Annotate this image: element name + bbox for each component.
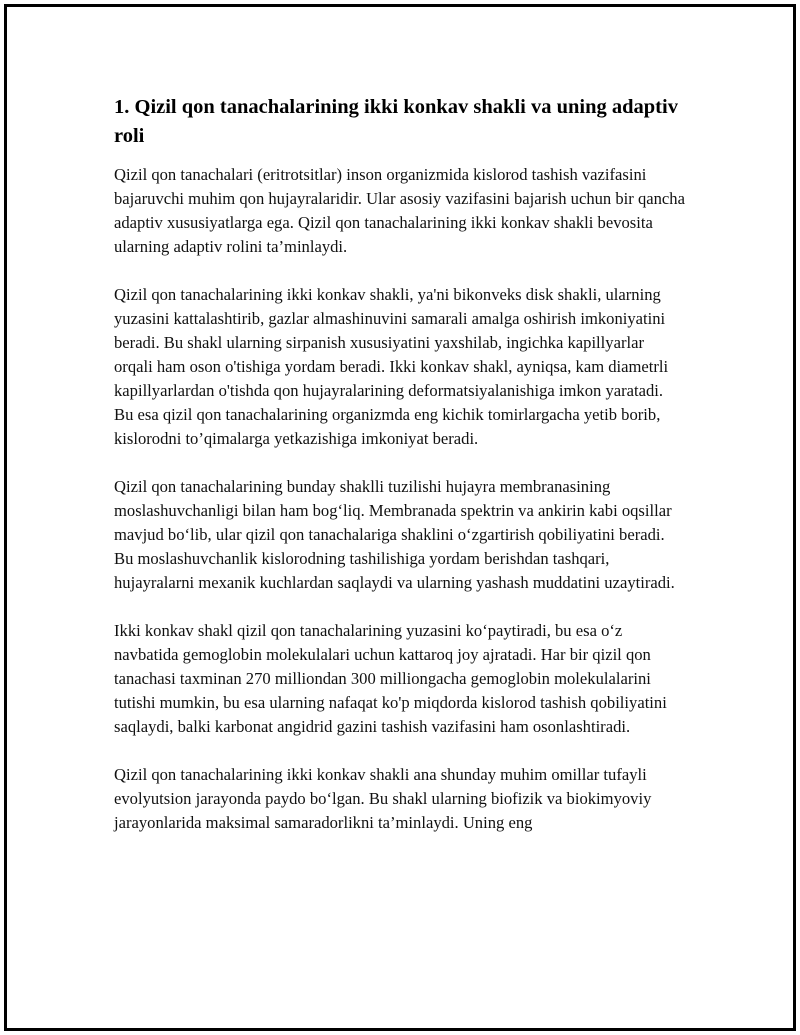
paragraph-5: Qizil qon tanachalarining ikki konkav shakli ana shunday muhim omillar tufayli evolyutsion jarayonda paydo bo‘lgan. Bu shakl ularning biofizik va biokimyoviy jarayonlarida maksimal samaradorlikni ta’minlaydi. Uning eng — [114, 765, 652, 832]
paragraph-3: Qizil qon tanachalarining bunday shaklli tuzilishi hujayra membranasining moslashuvchanligi bilan ham bog‘liq. Membranada spektrin va ankirin kabi oqsillar mavjud bo‘lib, ular qizil qon tanachalariga shaklini o‘zgartirish qobiliyatini beradi. Bu moslashuvchanlik kislorodning tashilishiga yordam berishdan tashqari, hujayralarni mexanik kuchlardan saqlaydi va ularning yashash muddatini uzaytiradi. — [114, 477, 675, 592]
paragraph-4: Ikki konkav shakl qizil qon tanachalarining yuzasini ko‘paytiradi, bu esa o‘z navbatida gemoglobin molekulalari uchun kattaroq joy ajratadi. Har bir qizil qon tanachasi taxminan 270 milliondan 300 milliongacha gemoglobin molekulalarini tutishi mumkin, bu esa ularning nafaqat ko'p miqdorda kislorod tashish qobiliyatini saqlaydi, balki karbonat angidrid gazini tashish vazifasini ham osonlashtiradi. — [114, 621, 667, 736]
section-heading: 1. Qizil qon tanachalarining ikki konkav shakli va uning adaptiv roli — [114, 96, 678, 147]
paragraph-2: Qizil qon tanachalarining ikki konkav shakli, ya'ni bikonveks disk shakli, ularning yuzasini kattalashtirib, gazlar almashinuvini samarali amalga oshirish imkoniyatini beradi. Bu shakl ularning sirpanish xususiyatini yaxshilab, ingichka kapillyarlar orqali ham oson o'tishiga yordam beradi. Ikki konkav shakl, ayniqsa, kam diametrli kapillyarlardan o'tishda qon hujayralarining deformatsiyalanishiga imkon yaratadi. Bu esa qizil qon tanachalarining organizmda eng kichik tomirlargacha yetib borib, kislorodni to’qimalarga yetkazishiga imkoniyat beradi. — [114, 285, 669, 448]
paragraph-1: Qizil qon tanachalari (eritrotsitlar) inson organizmida kislorod tashish vazifasini bajaruvchi muhim qon hujayralaridir. Ular asosiy vazifasini bajarish uchun bir qancha adaptiv xususiyatlarga ega. Qizil qon tanachalarining ikki konkav shakli bevosita ularning adaptiv rolini ta’minlaydi. — [114, 165, 685, 256]
document-body — [114, 93, 686, 859]
